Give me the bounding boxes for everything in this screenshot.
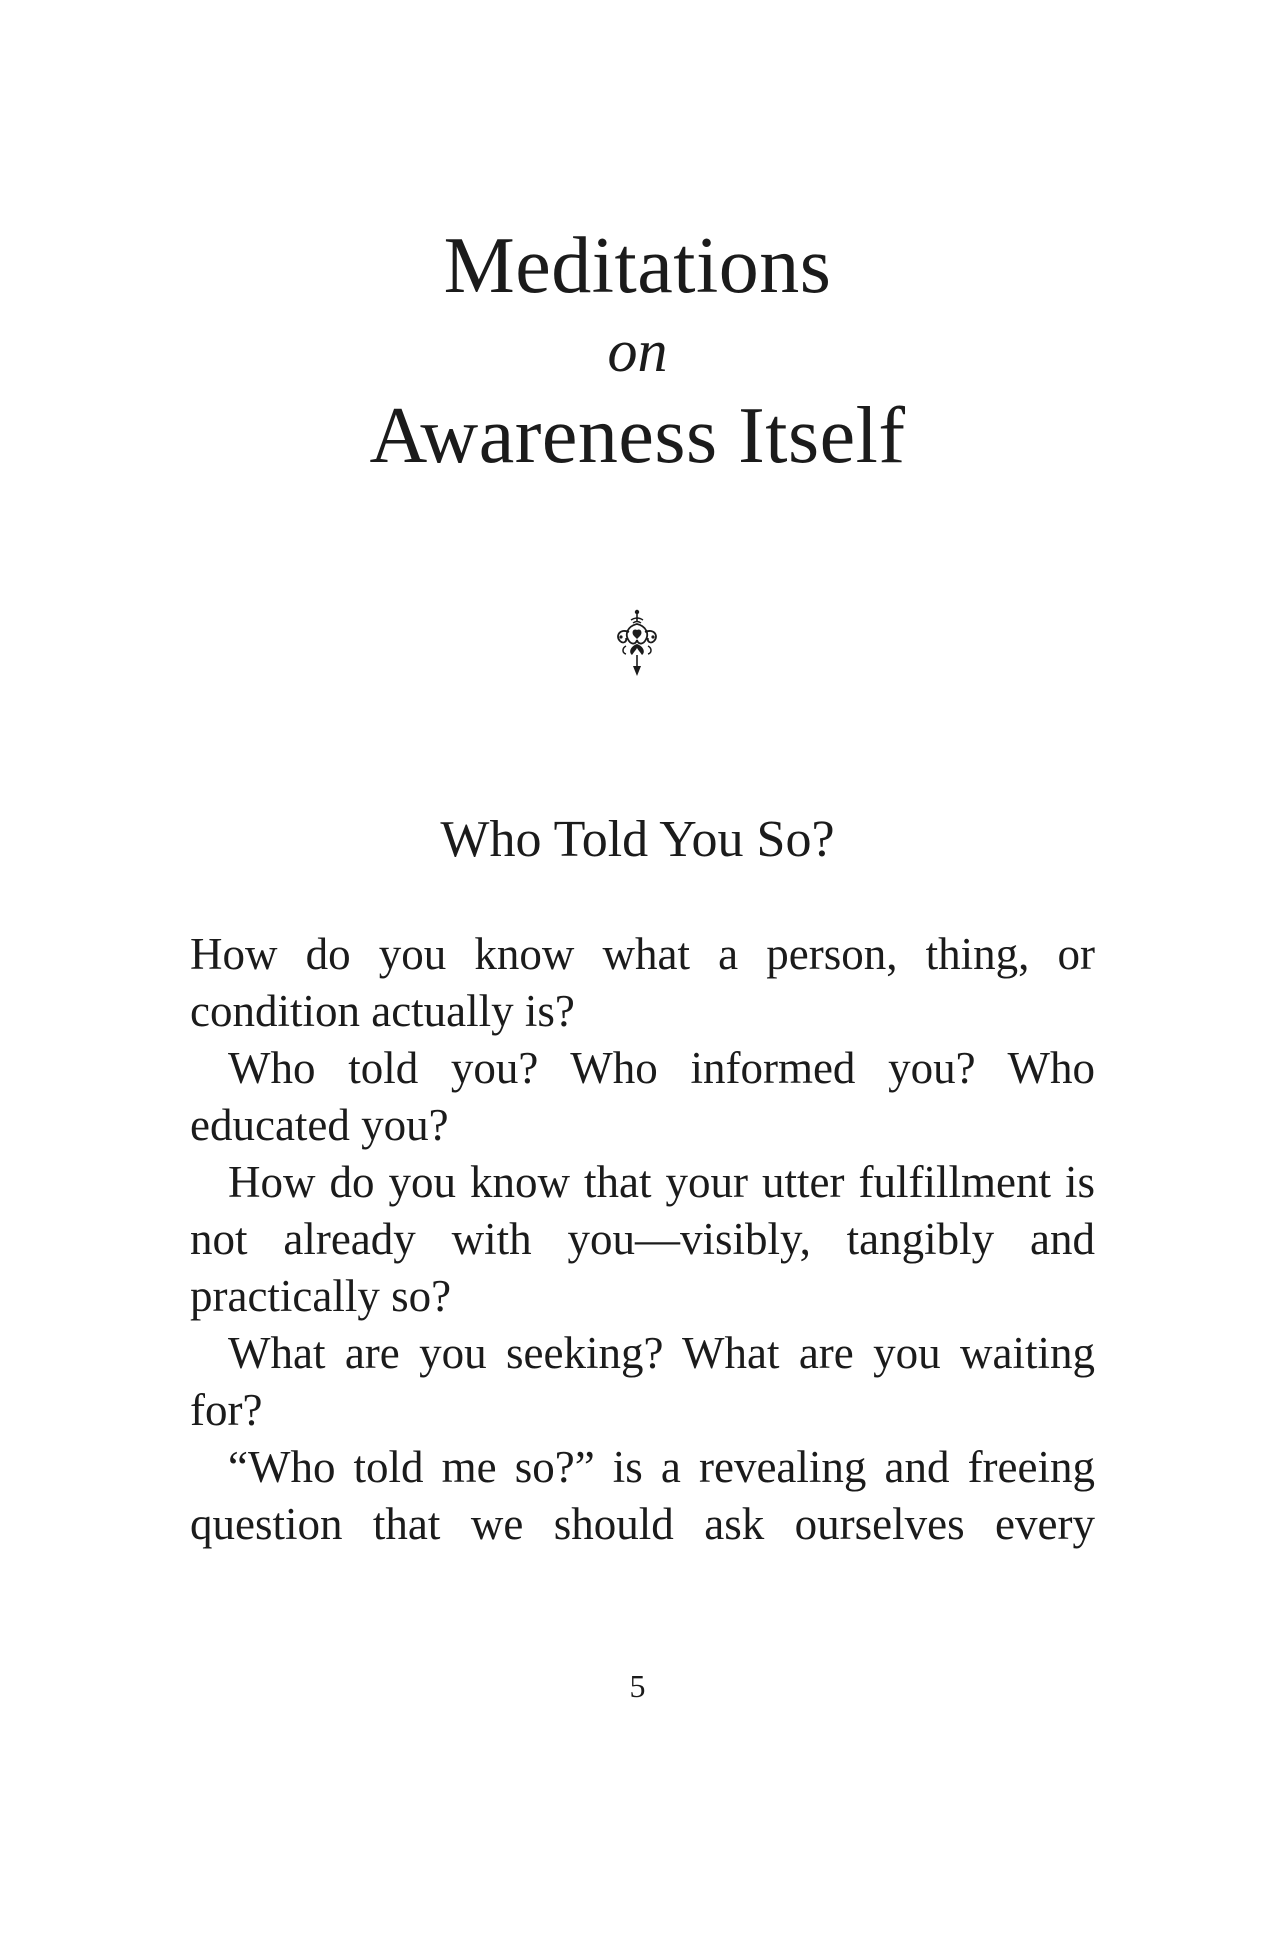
paragraph-5: “Who told me so?” is a revealing and freeing question that we should ask ourselves every [190, 1442, 1095, 1549]
title-line-2: on [607, 318, 668, 384]
paragraph-3: How do you know that your utter fulfillment is not already with you—visibly, tangibly and practically so? [190, 1157, 1095, 1321]
section-heading: Who Told You So? [440, 811, 835, 868]
paragraph-4: What are you seeking? What are you waiting for? [190, 1328, 1095, 1435]
title-line-1: Meditations [443, 222, 832, 310]
paragraph-2: Who told you? Who informed you? Who educated you? [190, 1043, 1095, 1150]
title-line-3: Awareness Itself [369, 392, 906, 480]
page-number: 5 [629, 1668, 646, 1704]
book-title [0, 222, 1275, 480]
body-text [190, 926, 1095, 1553]
fleuron-ornament-icon [612, 608, 662, 678]
paragraph-1: How do you know what a person, thing, or condition actually is? [190, 929, 1095, 1036]
